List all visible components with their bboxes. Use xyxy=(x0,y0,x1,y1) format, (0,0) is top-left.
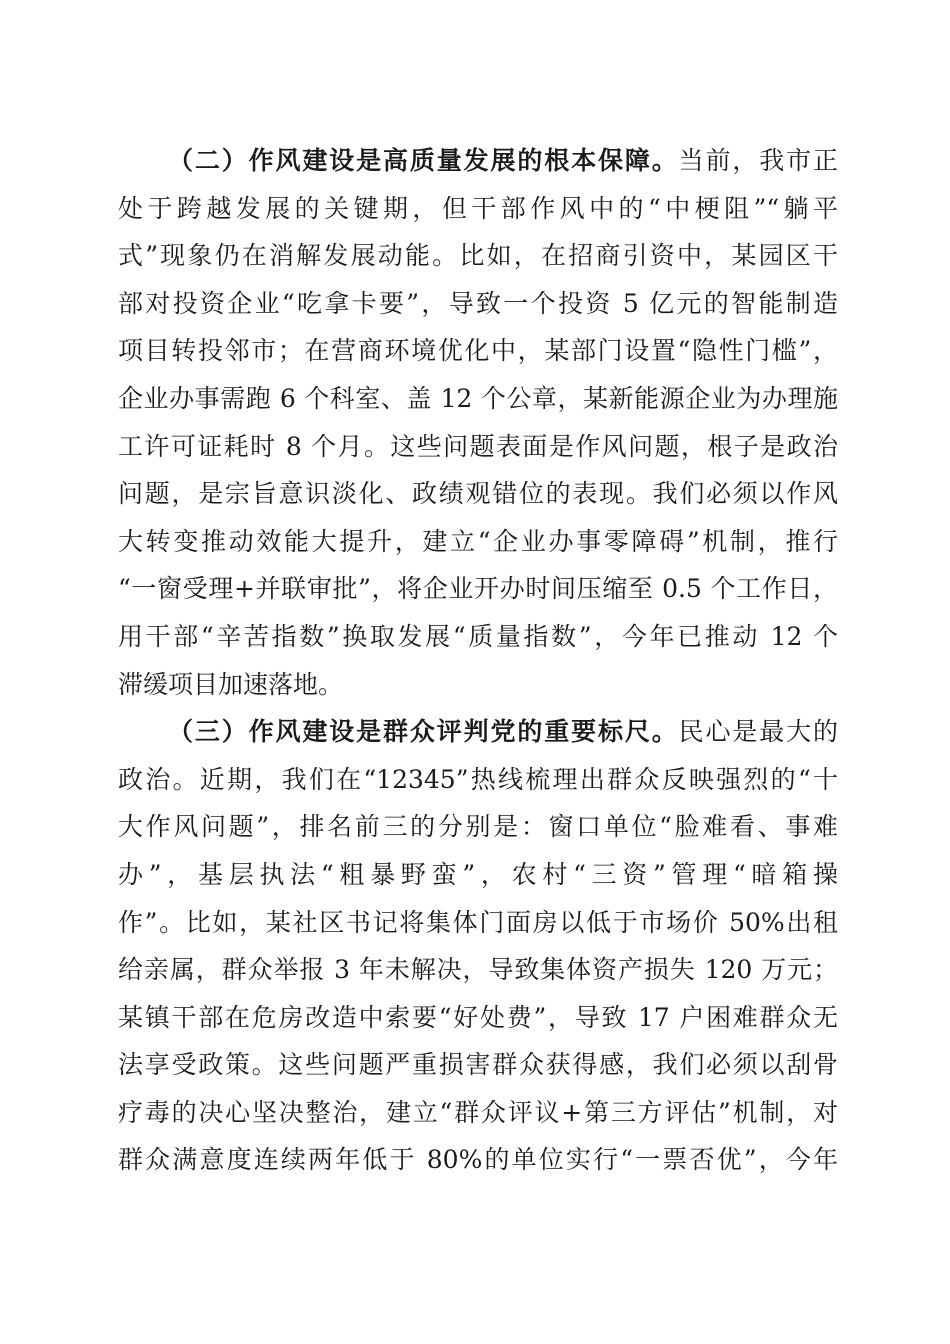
paragraph-line: 企业办事需跑 6 个科室、盖 12 个公章，某新能源企业为办理施 xyxy=(118,383,838,413)
paragraph-line: 部对投资企业“吃拿卡要”，导致一个投资 5 亿元的智能制造 xyxy=(118,288,838,318)
paragraph-2-heading: （三）作风建设是群众评判党的重要标尺。 xyxy=(168,717,679,747)
paragraph-line: 式”现象仍在消解发展动能。比如，在招商引资中，某园区干 xyxy=(118,241,838,271)
paragraph-line: 问题，是宗旨意识淡化、政绩观错位的表现。我们必须以作风 xyxy=(118,479,838,509)
paragraph-line: 项目转投邻市；在营商环境优化中，某部门设置“隐性门槛”， xyxy=(118,336,838,366)
paragraph-line: 作”。比如，某社区书记将集体门面房以低于市场价 50%出租 xyxy=(118,907,838,937)
paragraph-line: 滞缓项目加速落地。 xyxy=(118,669,344,699)
paragraph-line: 给亲属，群众举报 3 年未解决，导致集体资产损失 120 万元； xyxy=(118,955,838,985)
paragraph-1-line-1 xyxy=(118,137,838,185)
paragraph-1-heading: （二）作风建设是高质量发展的根本保障。 xyxy=(168,146,679,175)
paragraph-line: 处于跨越发展的关键期，但干部作风中的“中梗阻”“躺平 xyxy=(118,193,838,223)
paragraph-line: 用干部“辛苦指数”换取发展“质量指数”，今年已推动 12 个 xyxy=(118,621,838,651)
paragraph-1-text: 当前，我市正 xyxy=(678,146,838,175)
paragraph-line: 疗毒的决心坚决整治，建立“群众评议+第三方评估”机制，对 xyxy=(118,1097,838,1127)
paragraph-line: 办”，基层执法“粗暴野蛮”，农村“三资”管理“暗箱操 xyxy=(118,859,838,889)
document-body xyxy=(118,137,838,1184)
paragraph-line: 大转变推动效能大提升，建立“企业办事零障碍”机制，推行 xyxy=(118,526,838,556)
paragraph-line: 某镇干部在危房改造中索要“好处费”，导致 17 户困难群众无 xyxy=(118,1002,838,1032)
paragraph-2-text: 民心是最大的 xyxy=(678,717,838,747)
paragraph-line: 法享受政策。这些问题严重损害群众获得感，我们必须以刮骨 xyxy=(118,1050,838,1080)
paragraph-2-line-1 xyxy=(118,708,838,756)
paragraph-line: 大作风问题”，排名前三的分别是：窗口单位“脸难看、事难 xyxy=(118,812,838,842)
paragraph-line: 政治。近期，我们在“12345”热线梳理出群众反映强烈的“十 xyxy=(118,764,838,794)
paragraph-line: 工许可证耗时 8 个月。这些问题表面是作风问题，根子是政治 xyxy=(118,431,838,461)
paragraph-line: “一窗受理+并联审批”，将企业开办时间压缩至 0.5 个工作日， xyxy=(118,574,838,604)
paragraph-line: 群众满意度连续两年低于 80%的单位实行“一票否优”，今年 xyxy=(118,1145,838,1175)
